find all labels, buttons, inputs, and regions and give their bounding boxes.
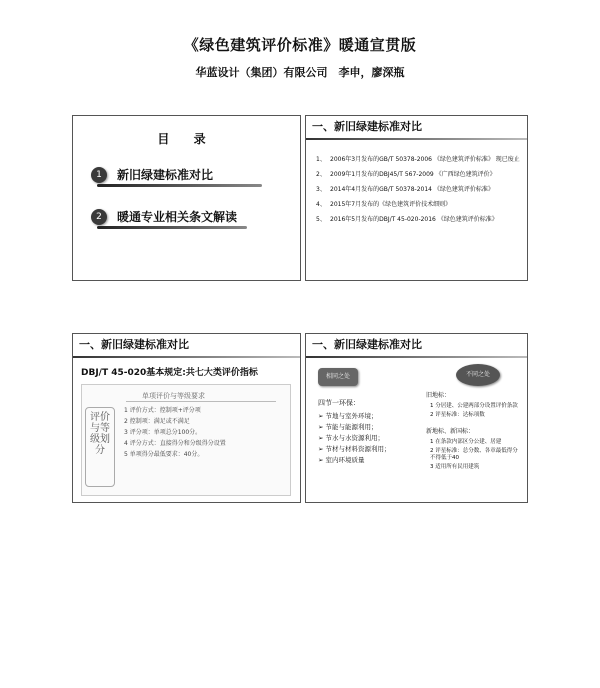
toc-item-2 — [91, 206, 291, 228]
list-item: 1 评价方式：控制项+评分项 — [124, 407, 201, 414]
slide-standards-history — [305, 115, 528, 281]
header-rule — [306, 356, 527, 358]
list-item: 2 评星标准：总分数、各章最低得分不得低于40 — [430, 448, 518, 461]
slide-toc — [72, 115, 301, 281]
slide-subtitle: DBJ/T 45-020基本规定:共七大类评价指标 — [81, 368, 258, 378]
list-item: ➢ 节地与室外环境； — [318, 412, 378, 420]
slide-header: 一、新旧绿建标准对比 — [312, 120, 422, 133]
new-standard-heading: 新地标、新国标： — [426, 428, 475, 435]
standards-list — [316, 156, 521, 231]
document-title: 《绿色建筑评价标准》暖通宣贯版 — [183, 36, 417, 54]
toc-item-label: 暖通专业相关条文解读 — [117, 210, 238, 224]
toc-underline — [97, 184, 262, 187]
list-item: 3 适用所有民用建筑 — [430, 464, 480, 470]
section-heading: 四节一环保： — [318, 399, 360, 407]
list-item: ➢ 室内环境质量 — [318, 456, 365, 464]
toc-number-badge: 1 — [91, 167, 107, 183]
list-item: 2 评星标准：达标项数 — [430, 412, 485, 418]
list-item: 5 单项得分最低要求：40分。 — [124, 451, 204, 458]
list-item: 2、 2009年1月发布的DBJ45/T 567-2009 《广西绿色建筑评价》 — [316, 171, 496, 178]
differences-bubble: 不同之处 — [456, 364, 500, 386]
slide-header: 一、新旧绿建标准对比 — [79, 338, 189, 351]
list-item: 1 分居建、公建两部分设置评价条款 — [430, 403, 518, 409]
list-item: ➢ 节材与材料资源利用； — [318, 445, 391, 453]
list-item: 1 在条款内部区分公建、居建 — [430, 439, 502, 445]
toc-item-label: 新旧绿建标准对比 — [117, 168, 214, 182]
list-item: ➢ 节能与能源利用； — [318, 423, 378, 431]
header-rule — [73, 356, 300, 358]
box-heading-rule — [126, 401, 276, 402]
similarities-panel — [318, 398, 391, 467]
old-standard-heading: 旧地标： — [426, 392, 451, 399]
slide-comparison — [305, 333, 528, 503]
similarities-bubble: 相同之处 — [318, 368, 358, 386]
requirements-list — [124, 407, 226, 462]
box-heading: 单项评价与等级要求 — [142, 392, 205, 400]
list-item: 5、 2016年5月发布的DBJ/T 45-020-2016 《绿色建筑评价标准》 — [316, 216, 498, 223]
toc-underline — [97, 226, 247, 229]
toc-heading: 目 录 — [157, 132, 216, 146]
side-label: 评价与等级划分 — [85, 407, 115, 487]
differences-panel — [426, 390, 522, 473]
evaluation-box — [81, 384, 291, 496]
list-item: 4、 2015年7月发布的《绿色建筑评价技术细则》 — [316, 201, 452, 208]
list-item: 3、 2014年4月发布的GB/T 50378-2014 《绿色建筑评价标准》 — [316, 186, 494, 193]
slide-header: 一、新旧绿建标准对比 — [312, 338, 422, 351]
list-item: 3 评分项：单项总分100分。 — [124, 429, 202, 436]
toc-number-badge: 2 — [91, 209, 107, 225]
slide-basic-rules — [72, 333, 301, 503]
list-item: 4 评分方式：直接得分和分级得分设置 — [124, 440, 226, 447]
list-item: ➢ 节水与水资源利用； — [318, 434, 385, 442]
header-rule — [306, 138, 527, 140]
list-item: 1、 2006年3月发布的GB/T 50378-2006 《绿色建筑评价标准》 现已废止 — [316, 156, 520, 163]
toc-item-1 — [91, 164, 291, 186]
document-authors: 华蓝设计（集团）有限公司 李申，廖深瓶 — [195, 66, 405, 79]
list-item: 2 控制项：满足或不满足 — [124, 418, 190, 425]
